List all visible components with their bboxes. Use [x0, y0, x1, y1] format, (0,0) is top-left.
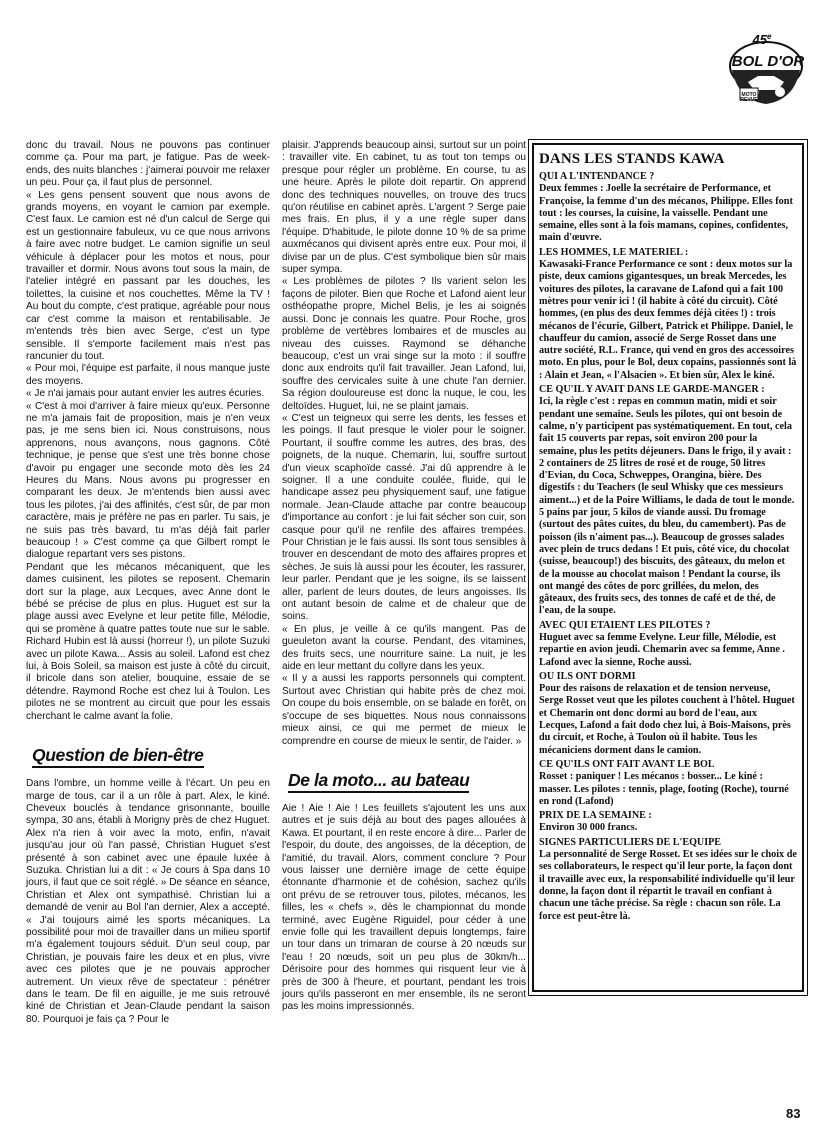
- stands-kawa-sidebar: [532, 143, 804, 992]
- article-column-2: [282, 140, 526, 1014]
- svg-text:45e: 45e: [752, 32, 772, 47]
- sidebar-text: Environ 30 000 francs.: [539, 822, 638, 834]
- paragraph: plaisir. J'apprends beaucoup ainsi, surtout sur un point : travailler vite. En cabinet, tu as tout ton temps ou presque pour régler un problème. En course, tu as une heure. Après le pilote doit repartir. On apprend donc des techniques nouvelles, on trouve des trucs qu'on réutilise en cabinet après. L'argent ? Serge paie mes frais. En plus, il y a une règle super dans l'équipe. D'habitude, le pilote donne 10 % de sa prime auxmécanos qui divisent après entre eux. Pour moi, il divise par un de plus. C'est symbolique bien sûr mais super sympa.: [282, 140, 526, 276]
- paragraph: « C'est à moi d'arriver à faire mieux qu'eux. Personne ne m'a jamais fait de proposition, mais je n'en veux pas, je me sens bien ici. Nous construisons, nous apprenons, nous avançons, nous gagnons. Côté technique, je pense que s'est une très bonne chose d'avoir pu engager une seconde moto dès les 24 Heures du Mans. Nous avons pu progresser en comparant les deux. Je m'entends bien aussi avec tous les pilotes, j'ai des affinités, c'est sûr, de par mon caractère, mais je préfère ne pas en parler. Tu sais, je ne suis pas très bavard, tu m'as déjà fait parler beaucoup ! » C'est comme ça que Gilbert rompt le dialogue repartant vers ses pistons.: [26, 400, 270, 561]
- bol-dor-emblem-icon: [718, 30, 814, 112]
- paragraph: Aie ! Aie ! Aie ! Les feuillets s'ajoutent les uns aux autres et je suis déjà au bout des pages allouées à Kawa. Et pourtant, il en reste encore à dire... Parler de l'espoir, du doute, des angoisses, de la déception, de l'amitié, du travail. Alors, comment conclure ? Pour vous laisser une dernière image de cette équipe étonnante d'harmonie et de cohésion, sachez qu'ils ont prévu de se retrouver tous, pilotes, mécanos, les filles, les « chefs », dès le championnat du monde terminé, avec Eugène Riguidel, pour céder à une envie folle qui les travaillent depuis longtemps, faire un tour dans un trimaran de course à 20 nœuds sur l'eau ! 20 nœuds, soit un peu plus de 30km/h... Dérisoire pour des hommes qui risquent leur vie à près de 300 à l'heure, et pourtant, pendant les trois jours qu'ils passeront en mer ensemble, ils ne seront pas les moins impressionnés.: [282, 802, 526, 1013]
- sidebar-text: Deux femmes : Joelle la secrétaire de Performance, et Françoise, la femme d'un des mécanos, Philippe. Elles font tout : les courses, la cuisine, la vaisselle. Pendant une semaine, elles sont à la fois mamans, copines, confidentes, main d'œuvre.: [539, 183, 793, 244]
- svg-text:MOTO: MOTO: [741, 92, 757, 98]
- sidebar-subheading: LES HOMMES, LE MATERIEL :: [539, 246, 689, 258]
- sidebar-text: Huguet avec sa femme Evelyne. Leur fille, Mélodie, est repartie en avion jeudi. Chemarin avec sa femme, Anne . Lafond avec la sienne, Roche aussi.: [539, 631, 785, 668]
- sidebar-text: Ici, la règle c'est : repas en commun matin, midi et soir pendant une semaine. Seuls les pilotes, qui ont besoin de calme, n'y participent pas systématiquement. En tout, cela fait 15 couverts par repas, soit environ 200 pour la semaine, plus les petits déjeuners. Dans le frigo, il y avait : 2 containers de 25 litres de rosé et de rouge, 50 litres d'Evian, du Coca, Schweppes, Orangina, bière. Des digestifs : du Teachers (le seul Whisky que ces messieurs aiment...) et de la Poire Williams, le dada de tout le monde. 5 pains par jour, 5 kilos de viande aussi. Du fromage (surtout des pâtes cuites, du bleu, du camembert). Pas de poisson (ils n'aiment pas...). Beaucoup de grosses salades avec plein de trucs dedans ! Et puis, côté vice, du chocolat (suisse, beaucoup!) des biscuits, des gâteaux, du melon et de la mousse au chocolat maison ! Pendant la course, ils ont mangé des côtes de porc grillées, du melon, des gâteaux, des fruits secs, des tonnes de café et de thé, de l'eau, de la soupe.: [539, 396, 795, 617]
- section-heading: Question de bien-être: [32, 745, 204, 768]
- sidebar-subheading: CE QU'ILS ONT FAIT AVANT LE BOL: [539, 758, 715, 770]
- paragraph: Dans l'ombre, un homme veille à l'écart. Un peu en marge de tous, car il a un rôle à part. Alex, le kiné. Cheveux bouclés à tendance grisonnante, bouille sympa, 30 ans, établi à Morigny près de chez Huguet. Alex n'a rien à voir avec la moto, enfin, n'avait jusqu'au jour où l'an passé, Christian Huguet s'est présenté à son cabinet avec une épaule luxée à Suzuka. Christian lui a dit : « Je cours à Spa dans 10 jours, il faut que ce soit réglé. » De séance en séance, Christian et Alex ont sympathisé. Christian lui a demandé de venir au Bol l'an dernier, Alex a accepté. « J'ai toujours aimé les sports mécaniques. La possibilité pour moi de travailler dans un milieu sportif m'a également toujours séduit. D'un seul coup, par Christian, je pouvais faire les deux et en plus, vivre avec ces pilotes que je ne pouvais approcher autrement. Un vieux rêve de spectateur : pénétrer dans le team. De fil en aiguille, je me suis retrouvé kiné de Christian et Jean-Claude pendant la saison 80. Pourquoi je fais ça ? Pour le: [26, 778, 270, 1025]
- sidebar-subheading: CE QU'IL Y AVAIT DANS LE GARDE-MANGER :: [539, 384, 765, 396]
- sidebar-text: La personnalité de Serge Rosset. Et ses idées sur le choix de ses collaborateurs, le respect qu'il leur porte, la façon dont il travaille avec eux, la responsabilité individuelle qu'il leur donne, la façon dont il répartit le travail en confiant à chacun une tâche précise. Sa règle : chacun son rôle. La force est peut-être là.: [539, 849, 797, 922]
- bol-dor-logo: [718, 30, 814, 112]
- paragraph: donc du travail. Nous ne pouvons pas continuer comme ça. Pour ma part, je fatigue. Pas de week-ends, des nuits blanches : j'aimerai pouvoir me relaxer un peu. Pour ça, il faut plus de personnel.: [26, 140, 270, 189]
- sidebar-text: Pour des raisons de relaxation et de tension nerveuse, Serge Rosset veut que les pilotes couchent à l'hôtel. Huguet et Chemarin ont donc dormi au bord de l'eau, aux Lecques, Lafond a fait dodo chez lui, à Bois-Maisons, près du circuit, et Roche, à Toulon où il habite. Tous les mécaniciens dorment dans le camion.: [539, 683, 795, 756]
- paragraph: « Il y a aussi les rapports personnels qui comptent. Surtout avec Christian qui habite près de chez moi. On coupe du bois ensemble, on se balade en forêt, on s'occupe de ses biquettes. Nous nous connaissons mieux ainsi, ce qui me permet de mieux le comprendre en course de mieux le sentir, de l'aider. »: [282, 673, 526, 747]
- sidebar-subheading: SIGNES PARTICULIERS DE L'EQUIPE: [539, 836, 722, 848]
- sidebar-subheading: OU ILS ONT DORMI: [539, 670, 636, 682]
- sidebar-text: Rosset : paniquer ! Les mécanos : bosser... Le kiné : masser. Les pilotes : tennis, plage, footing (Roche), tourné en rond (Lafond): [539, 771, 789, 807]
- paragraph: « C'est un teigneux qui serre les dents, les fesses et les poings. Il faut presque le violer pour le soigner. Pourtant, il souffre comme les autres, des bras, des poignets, de la nuque. Chemarin, lui, souffre surtout d'un vieux scaphoïde cassé. J'ai dû apprendre à le soigner. Il a une conduite coulée, fluide, qui le handicape assez peu physiquement sauf, une fatigue normale. Jean-Claude attache par contre beaucoup d'importance au confort : je lui fait sécher son cuir, son casque pour qu'il ne renfile des affaires trempées. Pour Christian je le fais aussi. Ils sont tous sensibles à trouver en descendant de moto des affaires propres et sèches. Je suis là aussi pour les écouter, les rassurer, leur parler. Pendant que je les soigne, ils se laissent aller, parlent de leurs doutes, de leurs angoisses. Ils ont autant besoin de calme et de chaleur que de soins.: [282, 412, 526, 623]
- sidebar-subheading: PRIX DE LA SEMAINE :: [539, 810, 652, 822]
- sidebar-title: DANS LES STANDS KAWA: [539, 151, 725, 167]
- sidebar-text: Kawasaki-France Performance ce sont : deux motos sur la piste, deux camions gigantesques, un break Mercedes, les voitures des pilotes, la caravane de Lafond qui a fait 100 mètres pour venir ici ! (il habite à côté du circuit). Côté hommes, (en plus des deux femmes déjà citées !) : trois mécanos de l'écurie, Gilbert, Patrick et Philippe. Daniel, le chauffeur du camion, associé de Serge Rosset dans une autre société, R.L. France, qui vend en gros des accessoires moto. En plus, pour le Bol, deux copains, passionnés sont là : Alain et Jean, « l'Alsacien ». Et bien sûr, Alex le kiné.: [539, 259, 797, 381]
- section-heading: De la moto... au bateau: [288, 770, 469, 793]
- article-column-1: [26, 140, 270, 1026]
- paragraph: Pendant que les mécanos mécaniquent, que les dames cuisinent, les pilotes se reposent. Chemarin dort sur la plage, aux Lecques, avec Anne dont le bébé se précise de plus en plus. Huguet est sur la plage aussi avec Evelyne et leur petite fille, Mélodie, qui se promène à quatre pattes toute nue sur le sable. Richard Hubin est là aussi (horreur !), un pilote Suzuki avec un pilote Kawa... Assis au soleil. Lafond est chez lui, à Bois Soleil, sa maison est juste à côté du circuit, il bricole dans son atelier, bouquine, essaie de se détendre. Raymond Roche est chez lui à Toulon. Les pilotes ne se montrent au circuit que pour les essais cherchant le calme avant la folie.: [26, 561, 270, 722]
- paragraph: « Je n'ai jamais pour autant envier les autres écuries.: [26, 388, 265, 400]
- page-number: 83: [786, 1106, 801, 1121]
- sidebar-subheading: AVEC QUI ETAIENT LES PILOTES ?: [539, 619, 711, 631]
- svg-text:BOL D'OR: BOL D'OR: [731, 53, 805, 70]
- paragraph: « En plus, je veille à ce qu'ils mangent. Pas de gueuleton avant la course. Pendant, des vitamines, des fruits secs, une nourriture saine. La nuit, je les aide en leur mettant du collyre dans les yeux.: [282, 623, 526, 673]
- svg-text:REVUE: REVUE: [740, 97, 758, 103]
- paragraph: « Les problèmes de pilotes ? Ils varient selon les façons de piloter. Bien que Roche et Lafond aient leur osthéopathe propre, Michel Belis, je les ai soignés aussi. Donc je connais les quatre. Pour Roche, gros problème de vertèbres lombaires et de muscles au niveau des cuisses. Raymond se déhanche beaucoup, c'est un vrai singe sur la moto : il souffre donc aux endroits qu'il fait travailler. Jean Lafond, lui, souffre des cervicales suite à une chute l'an dernier. Sa région douloureuse est donc la nuque, le cou, les deltoïdes. Huguet, lui, ne se plaint jamais.: [282, 276, 526, 412]
- sidebar-subheading: QUI A L'INTENDANCE ?: [539, 171, 655, 182]
- paragraph: « Pour moi, l'équipe est parfaite, il nous manque juste des moyens.: [26, 363, 270, 387]
- paragraph: « Les gens pensent souvent que nous avons de grands moyens, en voyant le camion par exemple. C'est faux. Le camion est né d'un calcul de Serge qui est un gestionnaire fabuleux, vu ce que nous arrivons à faire avec notre budget. Le camion signifie un seul véhicule à déplacer pour les motos et nous, pour travailler et dormir. Nous avons tout sous la main, de l'atelier intégré en passant par les douches, les toilettes, la cuisine et nos couchettes. Même la TV ! Au bout du compte, c'est pratique, agréable pour nous car c'est comme la maison et rentabilisable. Je m'entends très bien avec Serge, c'est un type sensible. Il s'emporte facilement mais n'est pas rancunier du tout.: [26, 189, 270, 362]
